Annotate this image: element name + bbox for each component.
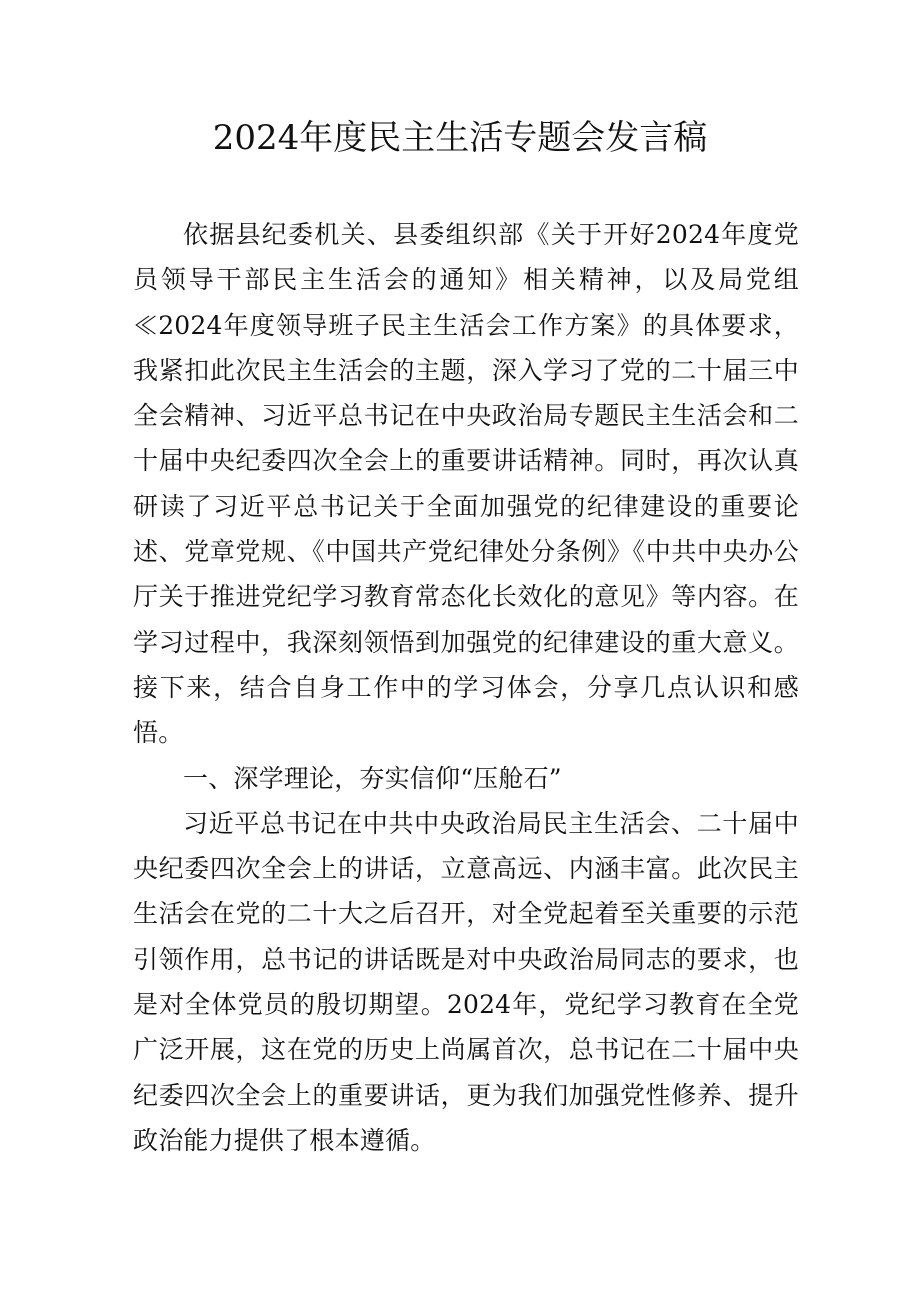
document-title: 2024年度民主生活专题会发言稿 (212, 118, 708, 158)
section-heading-1: 一、深学理论，夯实信仰“压舱石” (183, 763, 562, 793)
document-body (133, 212, 799, 1163)
section-1-paragraph: 习近平总书记在中共中央政治局民主生活会、二十届中央纪委四次全会上的讲话，立意高远、内涵丰富。此次民主生活会在党的二十大之后召开，对全党起着至关重要的示范引领作用，总书记的讲话既是对中央政治局同志的要求，也是对全体党员的殷切期望。2024年，党纪学习教育在全党广泛开展，这在党的历史上尚属首次，总书记在二十届中央纪委四次全会上的重要讲话，更为我们加强党性修养、提升政治能力提供了根本遵循。 (133, 808, 799, 1155)
intro-paragraph: 依据县纪委机关、县委组织部《关于开好2024年度党员领导干部民主生活会的通知》相关精神，以及局党组≪2024年度领导班子民主生活会工作方案》的具体要求，我紧扣此次民主生活会的主题，深入学习了党的二十届三中全会精神、习近平总书记在中央政治局专题民主生活会和二十届中央纪委四次全会上的重要讲话精神。同时，再次认真研读了习近平总书记关于全面加强党的纪律建设的重要论述、党章党规、《中国共产党纪律处分条例》《中共中央办公厅关于推进党纪学习教育常态化长效化的意见》等内容。在学习过程中，我深刻领悟到加强党的纪律建设的重大意义。接下来，结合自身工作中的学习体会，分享几点认识和感悟。 (133, 220, 799, 748)
